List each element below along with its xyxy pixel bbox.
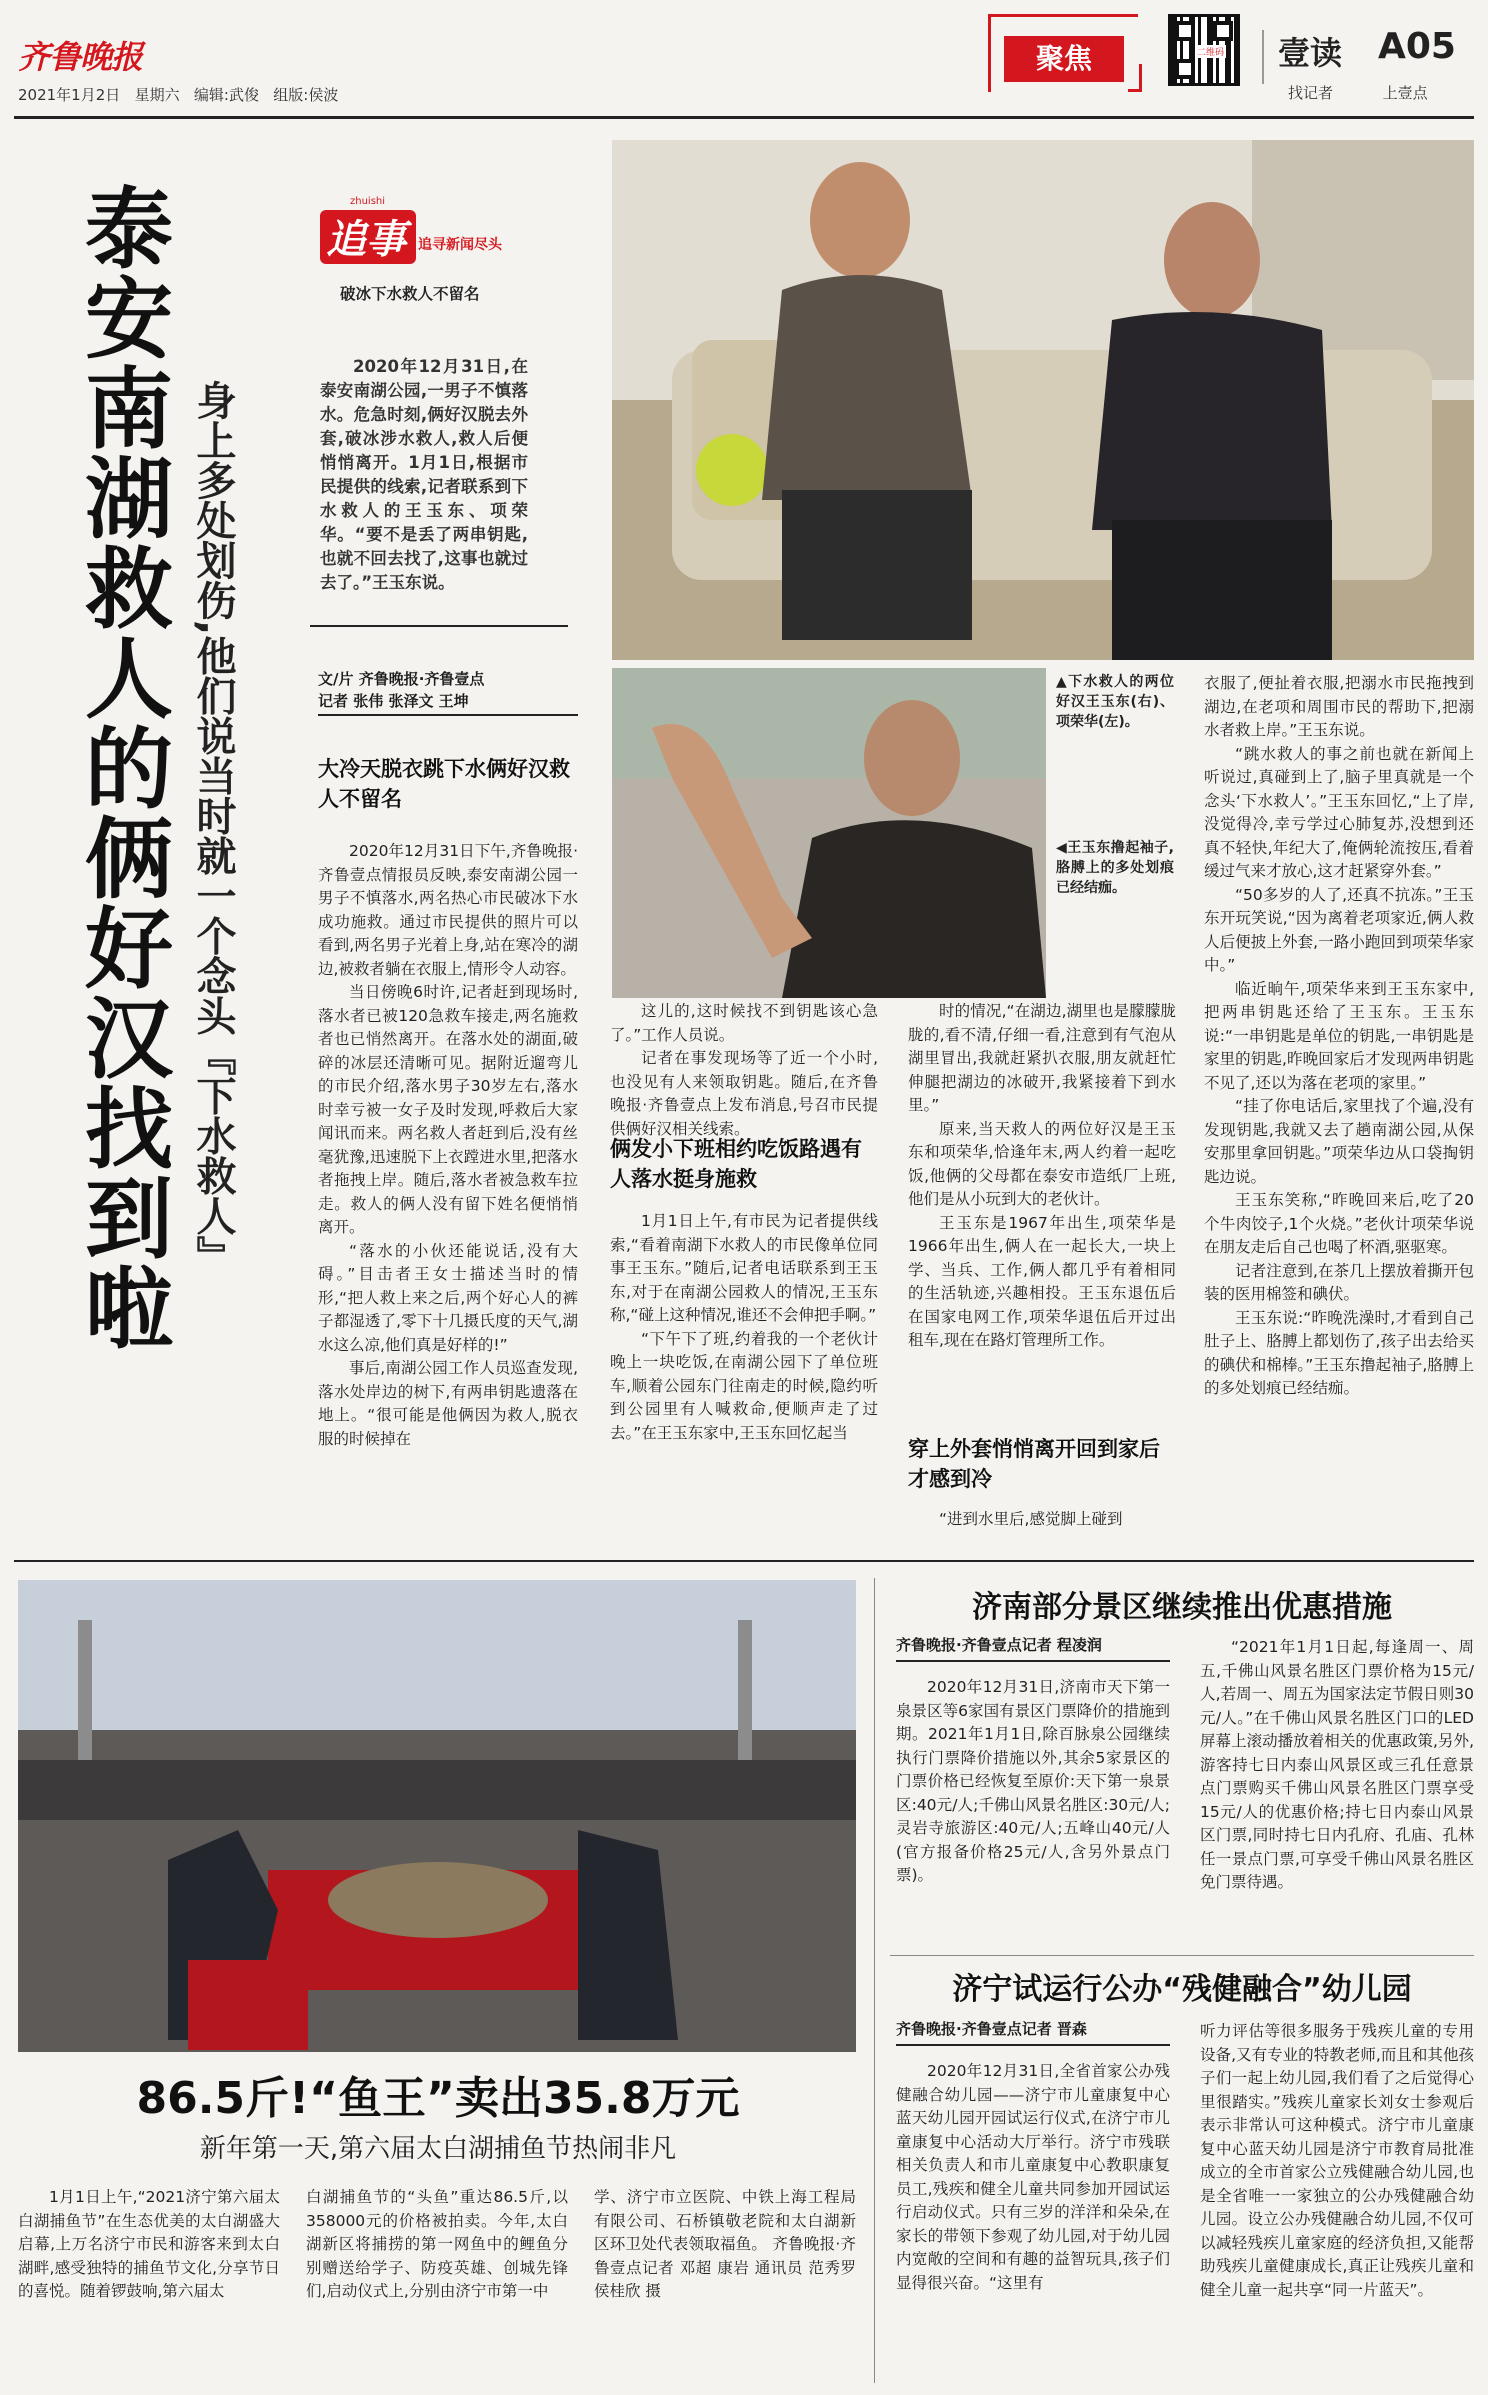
tag-title: 追事 <box>326 216 406 263</box>
section-box <box>988 14 1138 92</box>
jining-byline: 齐鲁晚报·齐鲁壹点记者 晋森 <box>896 2020 1087 2038</box>
issue-date: 2021年1月2日 <box>18 86 121 104</box>
tag-sub: 追寻新闻尽头 <box>418 237 502 253</box>
article-col-3: 时的情况,“在湖边,湖里也是朦朦胧胧的,看不清,仔细一看,注意到有气泡从湖里冒出,我就赶紧扒衣服,朋友就赶忙伸腿把湖边的冰破开,我紧接着下到水里。” 原来,当天救人的两位好汉是王玉东和项荣华,恰逢年末,两人约着一起吃饭,他俩的父母都在泰安市造纸厂上班,他们是从小玩到大的老伙计。 王玉东是1967年出生,项荣华是1966年出生,俩人在一起长大,一块上学、当兵、工作,俩人都几乎有着相同的生活轨迹,兴趣相投。王玉东退伍后在国家电网工作,项荣华退伍后开过出租车,现在在路灯管理所工作。 <box>908 1002 1176 1349</box>
main-deck: 身上多处划伤,他们说当时就一个念头『下水救人』 <box>190 380 236 1276</box>
subhead-2: 俩发小下班相约吃饭路遇有人落水挺身施救 <box>610 1137 862 1191</box>
section-box-corner <box>1128 64 1142 92</box>
issue-weekday: 星期六 <box>134 86 180 104</box>
main-headline: 泰 安 南 湖 救 人 的 俩 好 汉 找 到 啦 <box>84 178 173 1361</box>
jinan-bottom-rule <box>890 1955 1474 1956</box>
photo-scar-arm <box>612 668 1046 998</box>
story-tag <box>320 190 580 270</box>
subhead-3: 穿上外套悄悄离开回到家后才感到冷 <box>908 1437 1160 1491</box>
photo-scar-arm-illustration <box>612 668 1046 998</box>
photo-caption-1: ▲下水救人的两位好汉王玉东(右)、项荣华(左)。 <box>1056 674 1174 730</box>
article-col-2: 这儿的,这时候找不到钥匙该心急了。”工作人员说。 记者在事发现场等了近一个小时,也没见有人来领取钥匙。随后,在齐鲁晚报·齐鲁壹点上发布消息,号召市民提供俩好汉相关线索。 <box>610 1002 878 1138</box>
masthead-rule <box>14 116 1474 119</box>
fish-col-2: 白湖捕鱼节的“头鱼”重达86.5斤,以358000元的价格被拍卖。今年,太白湖新区将捕捞的第一网鱼中的鲤鱼分别赠送给学子、防疫英雄、创城先锋们,启动仪式上,分别由济宁市第一中 <box>306 2188 568 2300</box>
masthead-divider <box>1262 30 1264 84</box>
fish-col-3: 学、济宁市立医院、中铁上海工程局有限公司、石桥镇敬老院和太白湖新区环卫处代表领取福鱼。 齐鲁晚报·齐鲁壹点记者 邓超 康岩 通讯员 范秀罗 侯桂欣 摄 <box>594 2188 856 2300</box>
jining-col-2: 听力评估等很多服务于残疾儿童的专用设备,又有专业的特教老师,而且和其他孩子们一起上幼儿园,我们看了之后觉得心里很踏实。”残疾儿童家长刘女士参观后表示非常认可这种模式。济宁市儿童康复中心蓝天幼儿园是济宁市教育局批准成立的全市首家公立残健融合幼儿园,也是全省唯一一家独立的公办残健融合幼儿园。设立公办残健融合幼儿园,不仅可以减轻残疾儿童家庭的经济负担,又能帮助残疾儿童健康成长,真正让残疾儿童和健全儿童一起共享“同一片蓝天”。 <box>1200 2022 1474 2299</box>
fish-divider <box>874 1578 875 2383</box>
jinan-byline: 齐鲁晚报·齐鲁壹点记者 程凌润 <box>896 1636 1102 1654</box>
slogan-right: 上壹点 <box>1382 84 1428 102</box>
slogan-left: 找记者 <box>1288 84 1334 102</box>
designer-credit: 组版:侯波 <box>273 86 339 104</box>
photo-two-heroes <box>612 140 1474 660</box>
jinan-title: 济南部分景区继续推出优惠措施 <box>972 1590 1392 1625</box>
section-label: 聚焦 <box>1004 36 1124 82</box>
fish-title: 86.5斤!“鱼王”卖出35.8万元 <box>136 2073 740 2124</box>
lead-rule <box>310 625 568 627</box>
photo-fish-festival <box>18 1580 856 2052</box>
editor-credit: 编辑:武俊 <box>193 86 259 104</box>
jinan-col-2: “2021年1月1日起,每逢周一、周五,千佛山风景名胜区门票价格为15元/人,若周一、周五为国家法定节假日则30元/人。”在千佛山风景名胜区门口的LED屏幕上滚动播放着相关的优惠政策,另外,游客持七日内泰山风景区或三孔任意景点门票购买千佛山风景名胜区门票享受15元/人的优惠价格;持七日内泰山风景区门票,同时持七日内孔府、孔庙、孔林任一景点门票,可享受千佛山风景名胜区免门票待遇。 <box>1200 1638 1474 1891</box>
page-number: A05 <box>1378 26 1456 67</box>
article-col-4: 衣服了,便扯着衣服,把溺水市民拖拽到湖边,在老项和周围市民的帮助下,把溺水者救上岸。”王玉东说。 “跳水救人的事之前也就在新闻上听说过,真碰到上了,脑子里真就是一个念头‘下水救人’。”王玉东回忆,“上了岸,没觉得冷,幸亏学过心肺复苏,没想到还真不轻快,年纪大了,俺俩轮流按压,看着缓过气来才放心,这才赶紧穿外套。” “50多岁的人了,还真不抗冻。”王玉东开玩笑说,“因为离着老项家近,俩人救人后便披上外套,一路小跑回到项荣华家中。” 临近晌午,项荣华来到王玉东家中,把两串钥匙还给了王玉东。王玉东说:“一串钥匙是单位的钥匙,一串钥匙是家里的钥匙,昨晚回家后才发现两串钥匙不见了,还以为落在老项的家里。” “挂了你电话后,家里找了个遍,没有发现钥匙,我就又去了趟南湖公园,从保安那里拿回钥匙。”项荣华边从口袋掏钥匙边说。 王玉东笑称,“昨晚回来后,吃了20个牛肉饺子,1个火烧。”老伙计项荣华说在朋友走后自己也喝了杯酒,驱驱寒。 记者注意到,在茶几上摆放着撕开包装的医用棉签和碘伏。 王玉东说:“昨晚洗澡时,才看到自己肚子上、胳膊上都划伤了,孩子出去给买的碘伏和棉棒。”王玉东撸起袖子,胳膊上的多处划痕已经结痂。 <box>1204 674 1474 1397</box>
fish-col-1: 1月1日上午,“2021济宁第六届太白湖捕鱼节”在生态优美的太白湖盛大启幕,上万名济宁市民和游客来到太白湖畔,感受独特的捕鱼节文化,分享节日的喜悦。随着锣鼓响,第六届太 <box>18 2188 280 2300</box>
qr-label: 二维码 <box>1195 45 1226 58</box>
byline-line1: 文/片 齐鲁晚报·齐鲁壹点 <box>318 670 485 688</box>
tag-caption: 破冰下水救人不留名 <box>340 285 480 303</box>
article-col-1: 2020年12月31日下午,齐鲁晚报·齐鲁壹点情报员反映,泰安南湖公园一男子不慎落水,两名热心市民破冰下水成功施救。通过市民提供的照片可以看到,两名男子光着上身,站在寒冷的湖边,被救者躺在衣服上,情形令人动容。 当日傍晚6时许,记者赶到现场时,落水者已被120急救车接走,两名施救者也已悄然离开。在落水处的湖面,破碎的冰层还清晰可见。据附近遛弯儿的市民介绍,落水男子30岁左右,落水时幸亏被一女子及时发现,呼救后大家闻讯而来。两名救人者赶到后,没有丝毫犹豫,迅速脱下上衣蹚进水里,把落水者拖拽上岸。随后,落水者被急救车拉走。救人的俩人没有留下姓名便悄悄离开。 “落水的小伙还能说话,没有大碍。”目击者王女士描述当时的情形,“把人救上来之后,两个好心人的裤子都湿透了,零下十几摄氏度的天气,湖水这么凉,他们真是好样的!” 事后,南湖公园工作人员巡查发现,落水处岸边的树下,有两串钥匙遗落在地上。“很可能是他俩因为救人,脱衣服的时候掉在 <box>318 842 578 1448</box>
lead-paragraph: 2020年12月31日,在泰安南湖公园,一男子不慎落水。危急时刻,俩好汉脱去外套,破冰涉水救人,救人后便悄悄离开。1月1日,根据市民提供的线索,记者联系到下水救人的王玉东、项荣华。“要不是丢了两串钥匙,也就不回去找了,这事也就过去了。”王玉东说。 <box>320 357 528 592</box>
jining-col-1: 2020年12月31日,全省首家公办残健融合幼儿园——济宁市儿童康复中心蓝天幼儿园开园试运行仪式,在济宁市儿童康复中心活动大厅举行。济宁市残联相关负责人和市儿童康复中心教职康复员工,残疾和健全儿童共同参加开园试运行启动仪式。只有三岁的洋洋和朵朵,在家长的带领下参观了幼儿园,对于幼儿园内宽敞的空间和有趣的益智玩具,孩子们显得很兴奋。“这里有 <box>896 2062 1170 2292</box>
main-bottom-rule <box>14 1560 1474 1562</box>
article-col-3b: “进到水里后,感觉脚上碰到 <box>939 1510 1123 1528</box>
byline-line2: 记者 张伟 张泽文 王坤 <box>318 692 469 710</box>
slogan: 壹读 <box>1278 34 1343 72</box>
fish-subtitle: 新年第一天,第六届太白湖捕鱼节热闹非凡 <box>199 2134 677 2164</box>
photo-fish-festival-illustration <box>18 1580 856 2052</box>
qr-code-icon <box>1168 14 1240 86</box>
article-col-2b: 1月1日上午,有市民为记者提供线索,“看着南湖下水救人的市民像单位同事王玉东。”随后,记者电话联系到王玉东,对于在南湖公园救人的情况,王玉东称,“碰上这种情况,谁还不会伸把手啊。” “下午下了班,约着我的一个老伙计晚上一块吃饭,在南湖公园下了单位班车,顺着公园东门往南走的时候,隐约听到公园里有人喊救命,便顺声走了过去。”在王玉东家中,王玉东回忆起当 <box>610 1212 878 1442</box>
masthead-logo: 齐鲁晚报 <box>18 38 143 76</box>
photo-two-heroes-illustration <box>612 140 1474 660</box>
masthead-meta <box>18 84 338 105</box>
tag-pinyin: zhuishi <box>350 196 386 207</box>
photo-caption-2: ◀王玉东撸起袖子,胳膊上的多处划痕已经结痂。 <box>1056 840 1174 896</box>
jining-title: 济宁试运行公办“残健融合”幼儿园 <box>952 1972 1412 2007</box>
subhead-1: 大冷天脱衣跳下水俩好汉救人不留名 <box>318 757 570 811</box>
jinan-col-1: 2020年12月31日,济南市天下第一泉景区等6家国有景区门票降价的措施到期。2021年1月1日,除百脉泉公园继续执行门票降价措施以外,其余5家景区的门票价格已经恢复至原价:天下第一泉景区:40元/人;千佛山风景名胜区:30元/人;灵岩寺旅游区:40元/人;五峰山40元/人(官方报备价格25元/人,含另外景点门票)。 <box>896 1678 1170 1884</box>
